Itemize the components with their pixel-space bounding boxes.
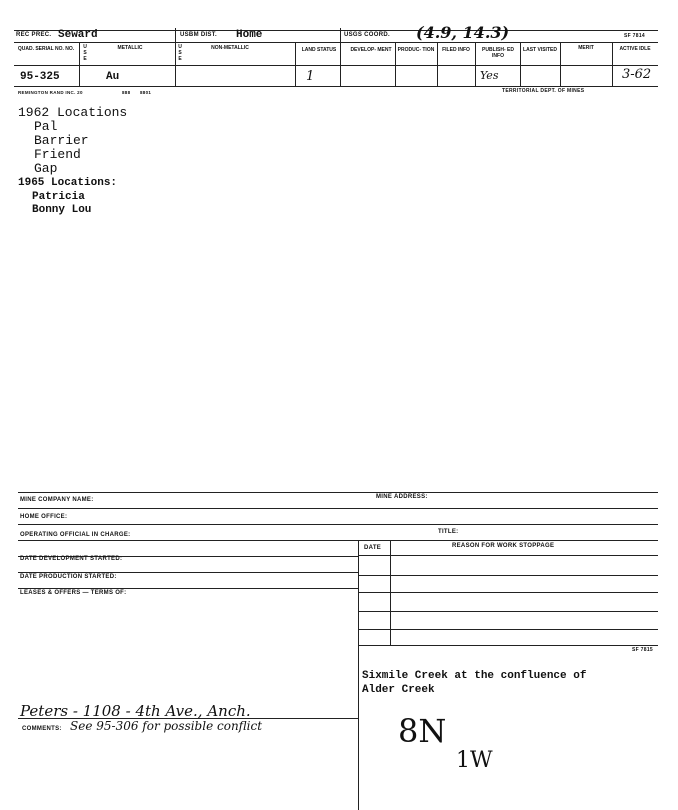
- col-metallic-side: U S E: [83, 44, 87, 62]
- usbm-dist-value: Home: [236, 29, 263, 41]
- location-item: Pal: [34, 119, 58, 134]
- usgs-coord-value: (4.9, 14.3): [416, 23, 510, 42]
- form-number-top: SF 7814: [624, 33, 646, 39]
- printer-imprint: REMINGTON RAND INC. 20: [18, 90, 83, 95]
- location-item: Friend: [34, 147, 81, 162]
- location-item: Bonny Lou: [32, 204, 92, 216]
- col-merit: MERIT: [578, 45, 594, 51]
- rec-prec-label: REC PREC.: [16, 32, 52, 38]
- date-column-label: DATE: [364, 545, 382, 551]
- location-item: Gap: [34, 161, 58, 176]
- col-metallic: METALLIC: [117, 45, 143, 51]
- published-info-value: Yes: [480, 69, 499, 82]
- active-idle-value: 3-62: [622, 67, 652, 82]
- col-development: DEVELOP- MENT: [350, 47, 392, 53]
- col-filed-info: FILED INFO: [442, 47, 470, 53]
- comments-label: COMMENTS:: [22, 726, 62, 732]
- col-nonmetallic-side: U S E: [178, 44, 182, 62]
- col-active-idle: ACTIVE IDLE: [619, 46, 651, 52]
- title-label: TITLE:: [438, 529, 459, 535]
- mine-company-name-label: MINE COMPANY NAME:: [20, 497, 94, 503]
- col-last-visited: LAST VISITED: [523, 47, 557, 53]
- col-land-status: LAND STATUS: [301, 47, 337, 53]
- printer-code-2: 8801: [140, 90, 152, 95]
- rec-prec-value: Seward: [58, 29, 98, 41]
- quad-serial-value: 95-325: [20, 71, 60, 83]
- mine-address-label: MINE ADDRESS:: [376, 494, 428, 500]
- col-nonmetallic: NON-METALLIC: [211, 45, 249, 51]
- department-label: TERRITORIAL DEPT. OF MINES: [502, 88, 585, 94]
- col-production: PRODUC- TION: [397, 47, 435, 53]
- metallic-value: Au: [106, 71, 120, 83]
- date-development-label: DATE DEVELOPMENT STARTED:: [20, 556, 123, 562]
- handwritten-grid-north: 8N: [398, 712, 447, 750]
- location-item: Barrier: [34, 133, 89, 148]
- date-production-label: DATE PRODUCTION STARTED:: [20, 574, 117, 580]
- usbm-dist-label: USBM DIST.: [180, 32, 218, 38]
- handwritten-comment: See 95-306 for possible conflict: [70, 719, 263, 733]
- reason-column-label: REASON FOR WORK STOPPAGE: [452, 543, 555, 549]
- col-published-info: PUBLISH- ED INFO: [482, 47, 514, 59]
- leases-label: LEASES & OFFERS — TERMS OF:: [20, 590, 127, 596]
- handwritten-grid-west: 1W: [456, 748, 493, 773]
- locations-1962-heading: 1962 Locations: [18, 105, 128, 120]
- home-office-label: HOME OFFICE:: [20, 514, 68, 520]
- location-note-line-1: Sixmile Creek at the confluence of: [362, 670, 587, 682]
- handwritten-address: Peters - 1108 - 4th Ave., Anch.: [20, 702, 251, 720]
- land-status-value: 1: [306, 69, 315, 84]
- location-note-line-2: Alder Creek: [362, 684, 435, 696]
- operating-official-label: OPERATING OFFICIAL IN CHARGE:: [20, 532, 131, 538]
- usgs-coord-label: USGS COORD.: [344, 32, 390, 38]
- location-item: Patricia: [32, 191, 85, 203]
- printer-code-1: 888: [122, 90, 131, 95]
- locations-1965-heading: 1965 Locations:: [18, 177, 118, 189]
- form-number-bottom: SF 7815: [632, 647, 654, 653]
- col-quad-serial: QUAD. SERIAL NO. NO.: [17, 46, 75, 52]
